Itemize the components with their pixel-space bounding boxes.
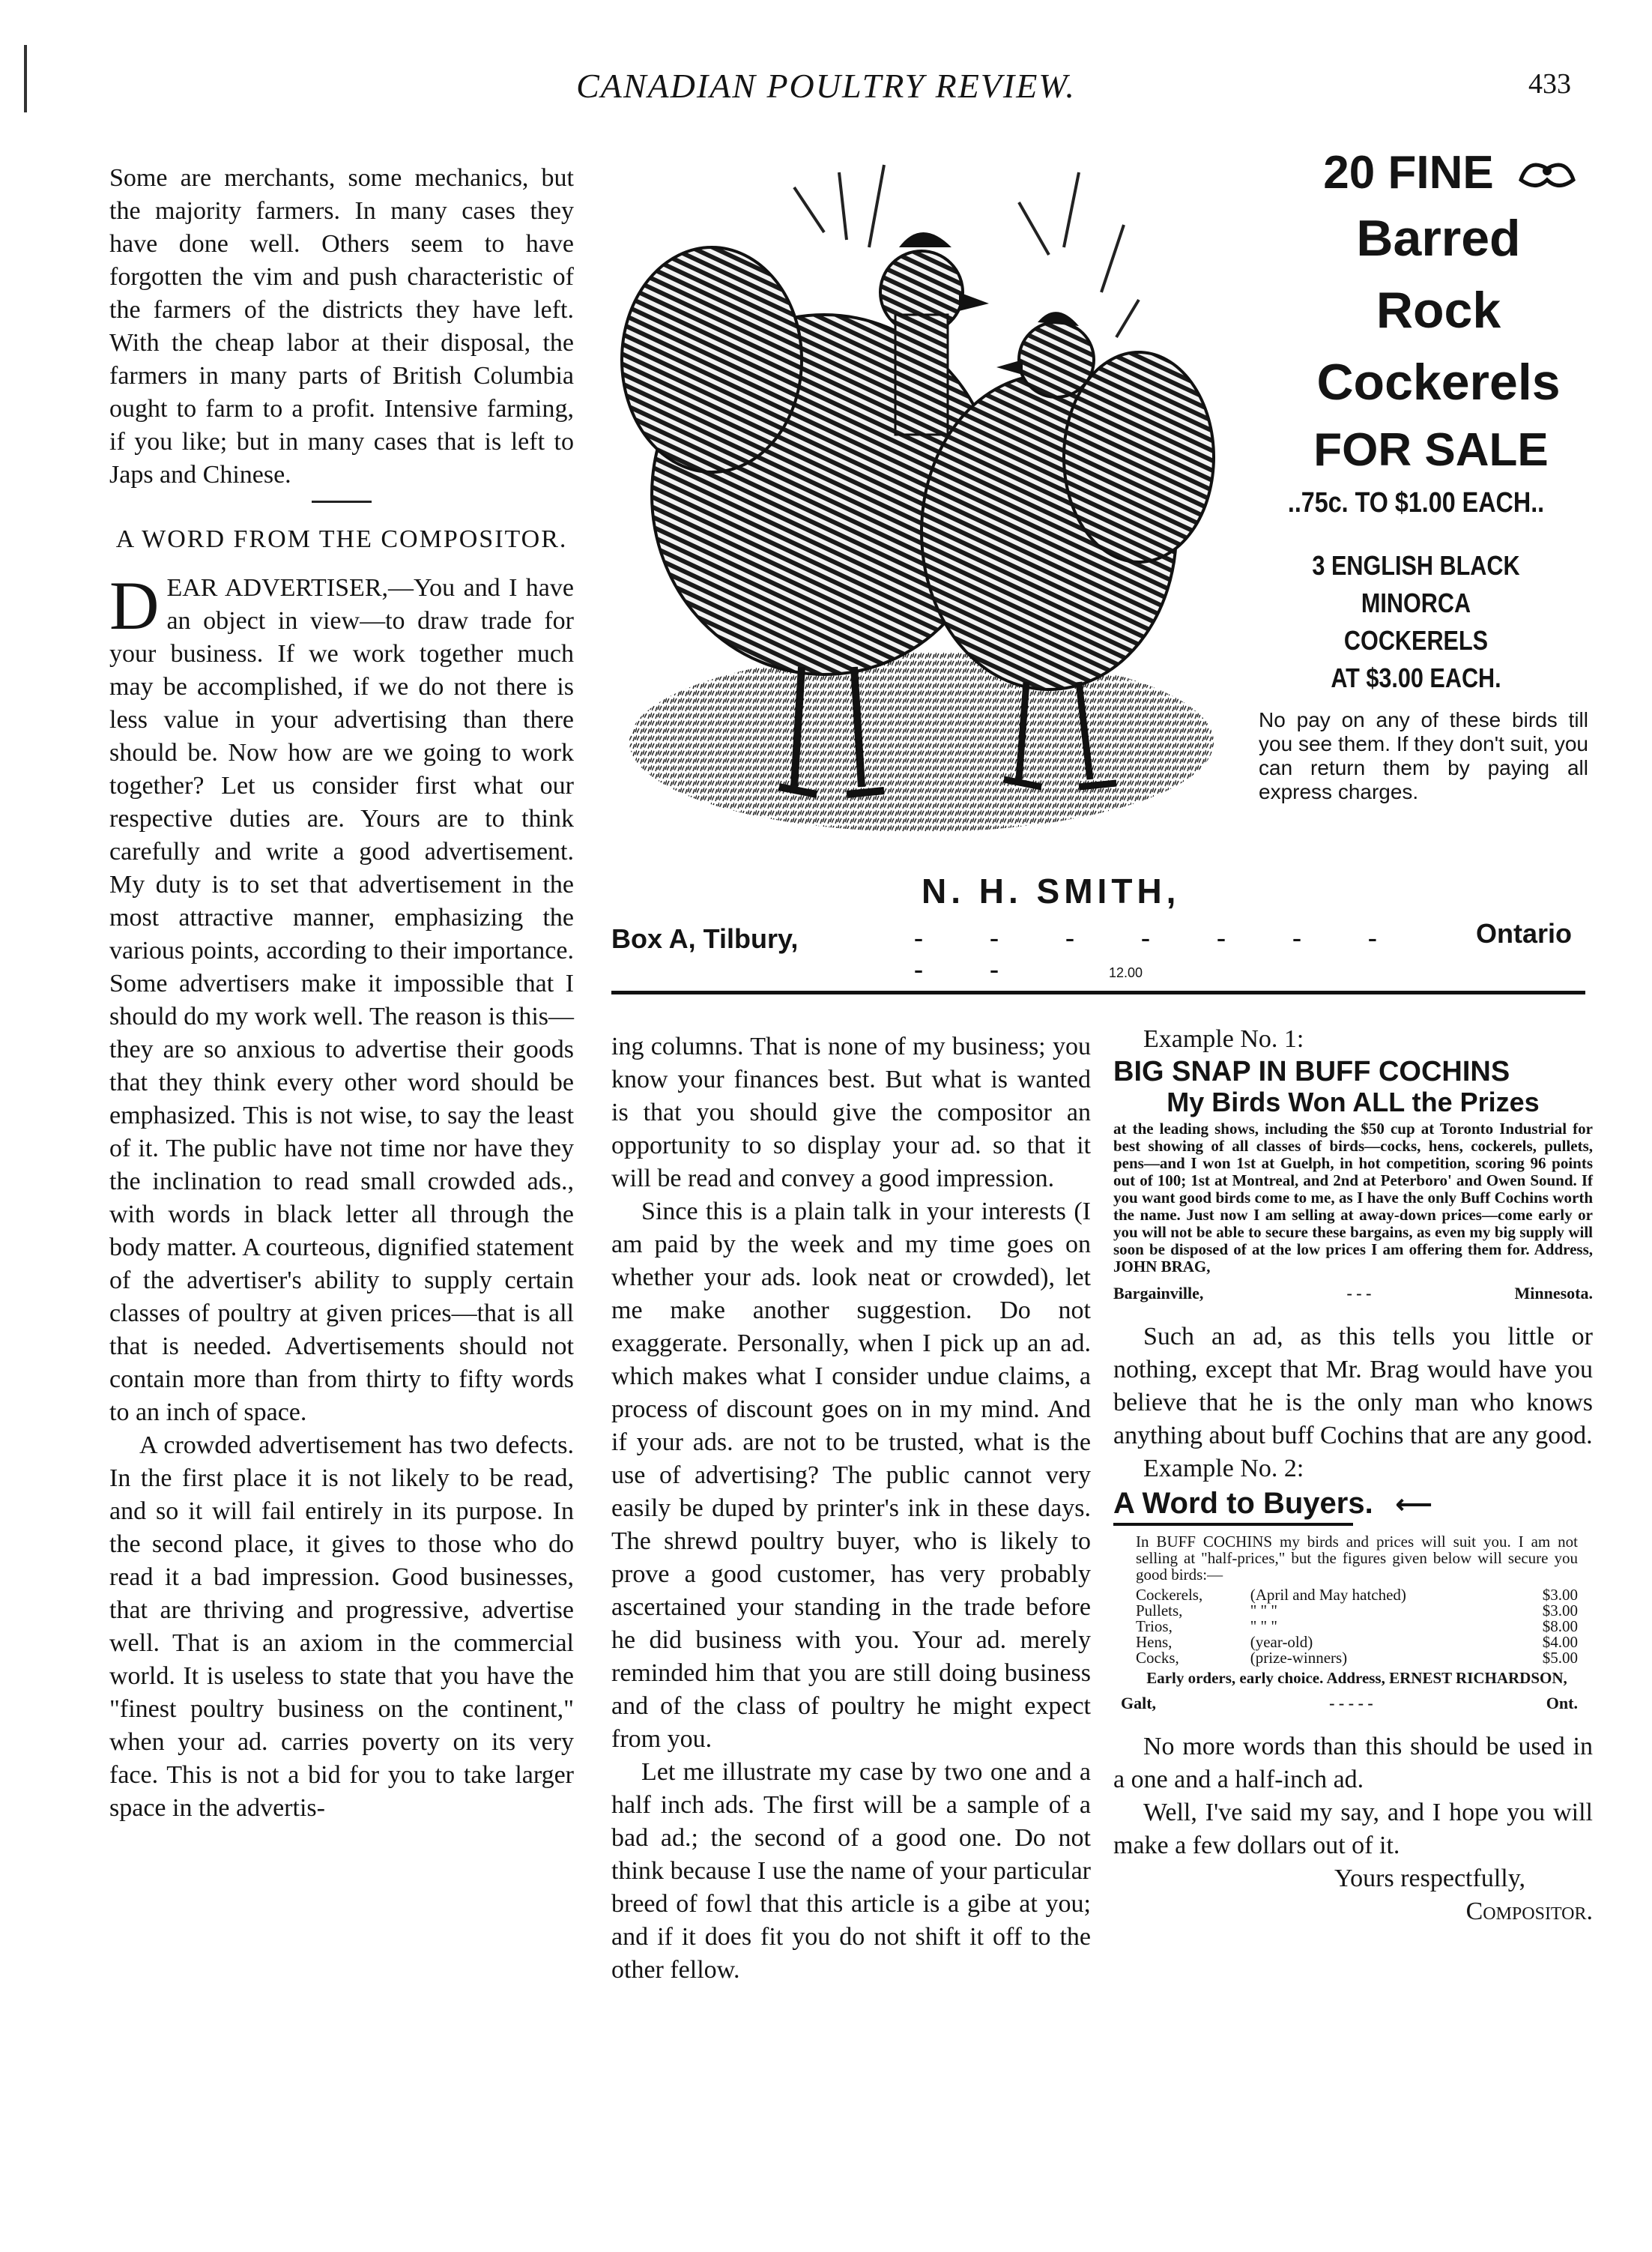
- example-1-body: at the leading shows, including the $50 cup at Toronto Industrial for best showing of all classes of birds—cocks, hens, cockerels, pullets, pens—and I won 1st at Guelph, in hot competition, scoring 96 points out of 100; 1st at Montreal, and 2nd at Peterboro' and Owen Sound. If you want good birds come to me, as I have the only Buff Cochins worth the name. Just now I am selling at away-down prices—come early or you will not be able to secure these bargains, as even my big supply will soon be disposed of at the low prices I am offering them for. Address, JOHN BRAG,: [1113, 1120, 1593, 1276]
- example-2-label: Example No. 2:: [1143, 1455, 1304, 1482]
- page-header-title: CANADIAN POULTRY REVIEW.: [576, 67, 1076, 105]
- example-1-ad: [1113, 1056, 1593, 1310]
- closing: Yours respectfully,: [1334, 1865, 1525, 1892]
- ad-seller-name: N. H. SMITH,: [922, 872, 1181, 911]
- ad-code: 12.00: [1109, 965, 1143, 980]
- ad-line-1: 20 FINE: [1323, 147, 1494, 199]
- table-row: Trios, " " " $8.00: [1136, 1617, 1578, 1635]
- column-3: [1113, 1023, 1593, 1928]
- example-2-headline: A Word to Buyers. ⟵: [1113, 1487, 1432, 1520]
- table-row: Hens, (year-old) $4.00: [1136, 1633, 1578, 1651]
- example-2-intro: In BUFF COCHINS my birds and prices will suit you. I am not selling at "half-prices," but the figures given below will secure you good birds:—: [1136, 1533, 1578, 1584]
- ad-address: Box A, Tilbury,: [611, 923, 799, 954]
- table-row: Pullets, " " " $3.00: [1136, 1602, 1578, 1619]
- ad-terms: No pay on any of these birds till you see them. If they don't suit, you can return them by paying all express charges.: [1259, 708, 1588, 803]
- divider: [312, 501, 372, 503]
- arrow-left-icon: ⟵: [1395, 1491, 1432, 1519]
- example-2-rule: [1113, 1523, 1353, 1526]
- section-title: A WORD FROM THE COMPOSITOR.: [115, 525, 568, 553]
- table-row: Cocks, (prize-winners) $5.00: [1136, 1649, 1578, 1667]
- example-2-price-table: [1136, 1587, 1578, 1666]
- example-1-headline: BIG SNAP IN BUFF COCHINS: [1113, 1056, 1510, 1087]
- col3-paragraph-3: Well, I've said my say, and I hope you will make a few dollars out of it.: [1113, 1799, 1593, 1859]
- table-row: Cockerels, (April and May hatched) $3.00: [1136, 1586, 1578, 1604]
- article-paragraph-1: DEAR ADVERTISER,—You and I have an object in view—to draw trade for your business. If we work together much may be accomplished, if we do not there is less value in your advertising than there should be. Now how are we going to work together? Let us consider first what our respective duties are. Yours are to think carefully and write a good advertisement. My duty is to set that advertisement in the most attractive manner, emphasizing the various points, according to their importance. Some advertisers make it impossible that I should do my work well. The reason is this—they are so anxious to advertise their goods that they think every other word should be emphasized. This is not wise, to say the least of it. The public have not time nor have they the inclination to read small crowded ads., with words in black letter all through the body matter. A courteous, dignified statement of the advertiser's ability to supply certain classes of poultry at given prices—that is all that is needed. Advertisements should not contain more than from thirty to fifty words to an inch of space.: [109, 567, 574, 1426]
- barred-rock-chickens-illustration: [599, 142, 1244, 847]
- col2-paragraph-3: Let me illustrate my case by two one and a half inch ads. The first will be a sample of a bad ad.; the second of a good one. Do not think because I use the name of your particular breed of fowl that this article is a gibe at you; and if it does fit you do not shift it off to the other fellow.: [611, 1758, 1091, 1984]
- ad-dashes: - - - - - - - - -: [914, 923, 1407, 984]
- example-1-label: Example No. 1:: [1143, 1025, 1304, 1053]
- col2-paragraph-2: Since this is a plain talk in your interests (I am paid by the week and my time goes on whether your ads. look neat or crowded), let me make another suggestion. Do not exaggerate. Personally, when I pick up an ad. which makes what I consider undue claims, a process of discount goes on in my mind. And if your ads. are not to be trusted, what is the use of advertising? The public cannot very easily be duped by printer's ink in these days. The shrewd poultry buyer, who is likely to prove a good customer, has very probably ascertained your standing in the trade before he did business with you. Your ad. merely reminded him that you are still doing business and of the class of poultry he might expect from you.: [611, 1198, 1091, 1753]
- col3-paragraph-1: Such an ad, as this tells you little or nothing, except that Mr. Brag would have you believe that he is the only man who knows anything about buff Cochins that are any good.: [1113, 1323, 1593, 1449]
- ad-bottom-rule: [611, 991, 1585, 994]
- col3-paragraph-2: No more words than this should be used in a one and a half-inch ad.: [1113, 1733, 1593, 1793]
- ad-breed-lines: Barred Rock Cockerels: [1316, 210, 1561, 411]
- example-2-footer: Early orders, early choice. Address, ERNEST RICHARDSON,: [1146, 1669, 1567, 1687]
- ad-minorca: 3 ENGLISH BLACK MINORCA COCKERELS AT $3.00 EACH.: [1312, 550, 1520, 693]
- col2-paragraph-1: ing columns. That is none of my business; you know your finances best. But what is wanted is that you should give the compositor an opportunity to so display your ad. so that it will be read and convey a good impression.: [611, 1033, 1091, 1192]
- ad-price: ..75c. TO $1.00 EACH..: [1287, 487, 1545, 519]
- example-2-signature: Galt, - - - - - Ont.: [1121, 1694, 1578, 1712]
- page-number: 433: [1528, 68, 1571, 100]
- intro-paragraph: Some are merchants, some mechanics, but the majority farmers. In many cases they have done well. Others seem to have forgotten the vim and push characteristic of the farmers of the districts they have left. With the cheap labor at their disposal, the farmers in many parts of British Columbia ought to farm to a profit. Intensive farming, if you like; but in many cases that is left to Japs and Chinese.: [109, 164, 574, 489]
- example-1-subheadline: My Birds Won ALL the Prizes: [1167, 1087, 1540, 1117]
- example-1-signature: Bargainville, - - - Minnesota.: [1113, 1284, 1593, 1302]
- article-paragraph-2: A crowded advertisement has two defects. In the first place it is not likely to be read, and so it will fail entirely in its purpose. In the second place, it gives to those who do read it a bad impression. Good businesses, that are thriving and progressive, advertise well. That is an axiom in the commercial world. It is useless to state that you have the "finest poultry business on the continent," when your ad. carries poverty on its very face. This is not a bid for you to take larger space in the advertis-: [109, 1431, 574, 1822]
- drop-cap: D: [109, 567, 160, 644]
- ad-province: Ontario: [1476, 918, 1573, 949]
- ad-for-sale: FOR SALE: [1313, 424, 1549, 476]
- column-1: [109, 162, 574, 1825]
- column-2: [611, 1030, 1091, 1987]
- signature: Compositor.: [1465, 1898, 1593, 1925]
- example-2-ad: [1113, 1485, 1593, 1720]
